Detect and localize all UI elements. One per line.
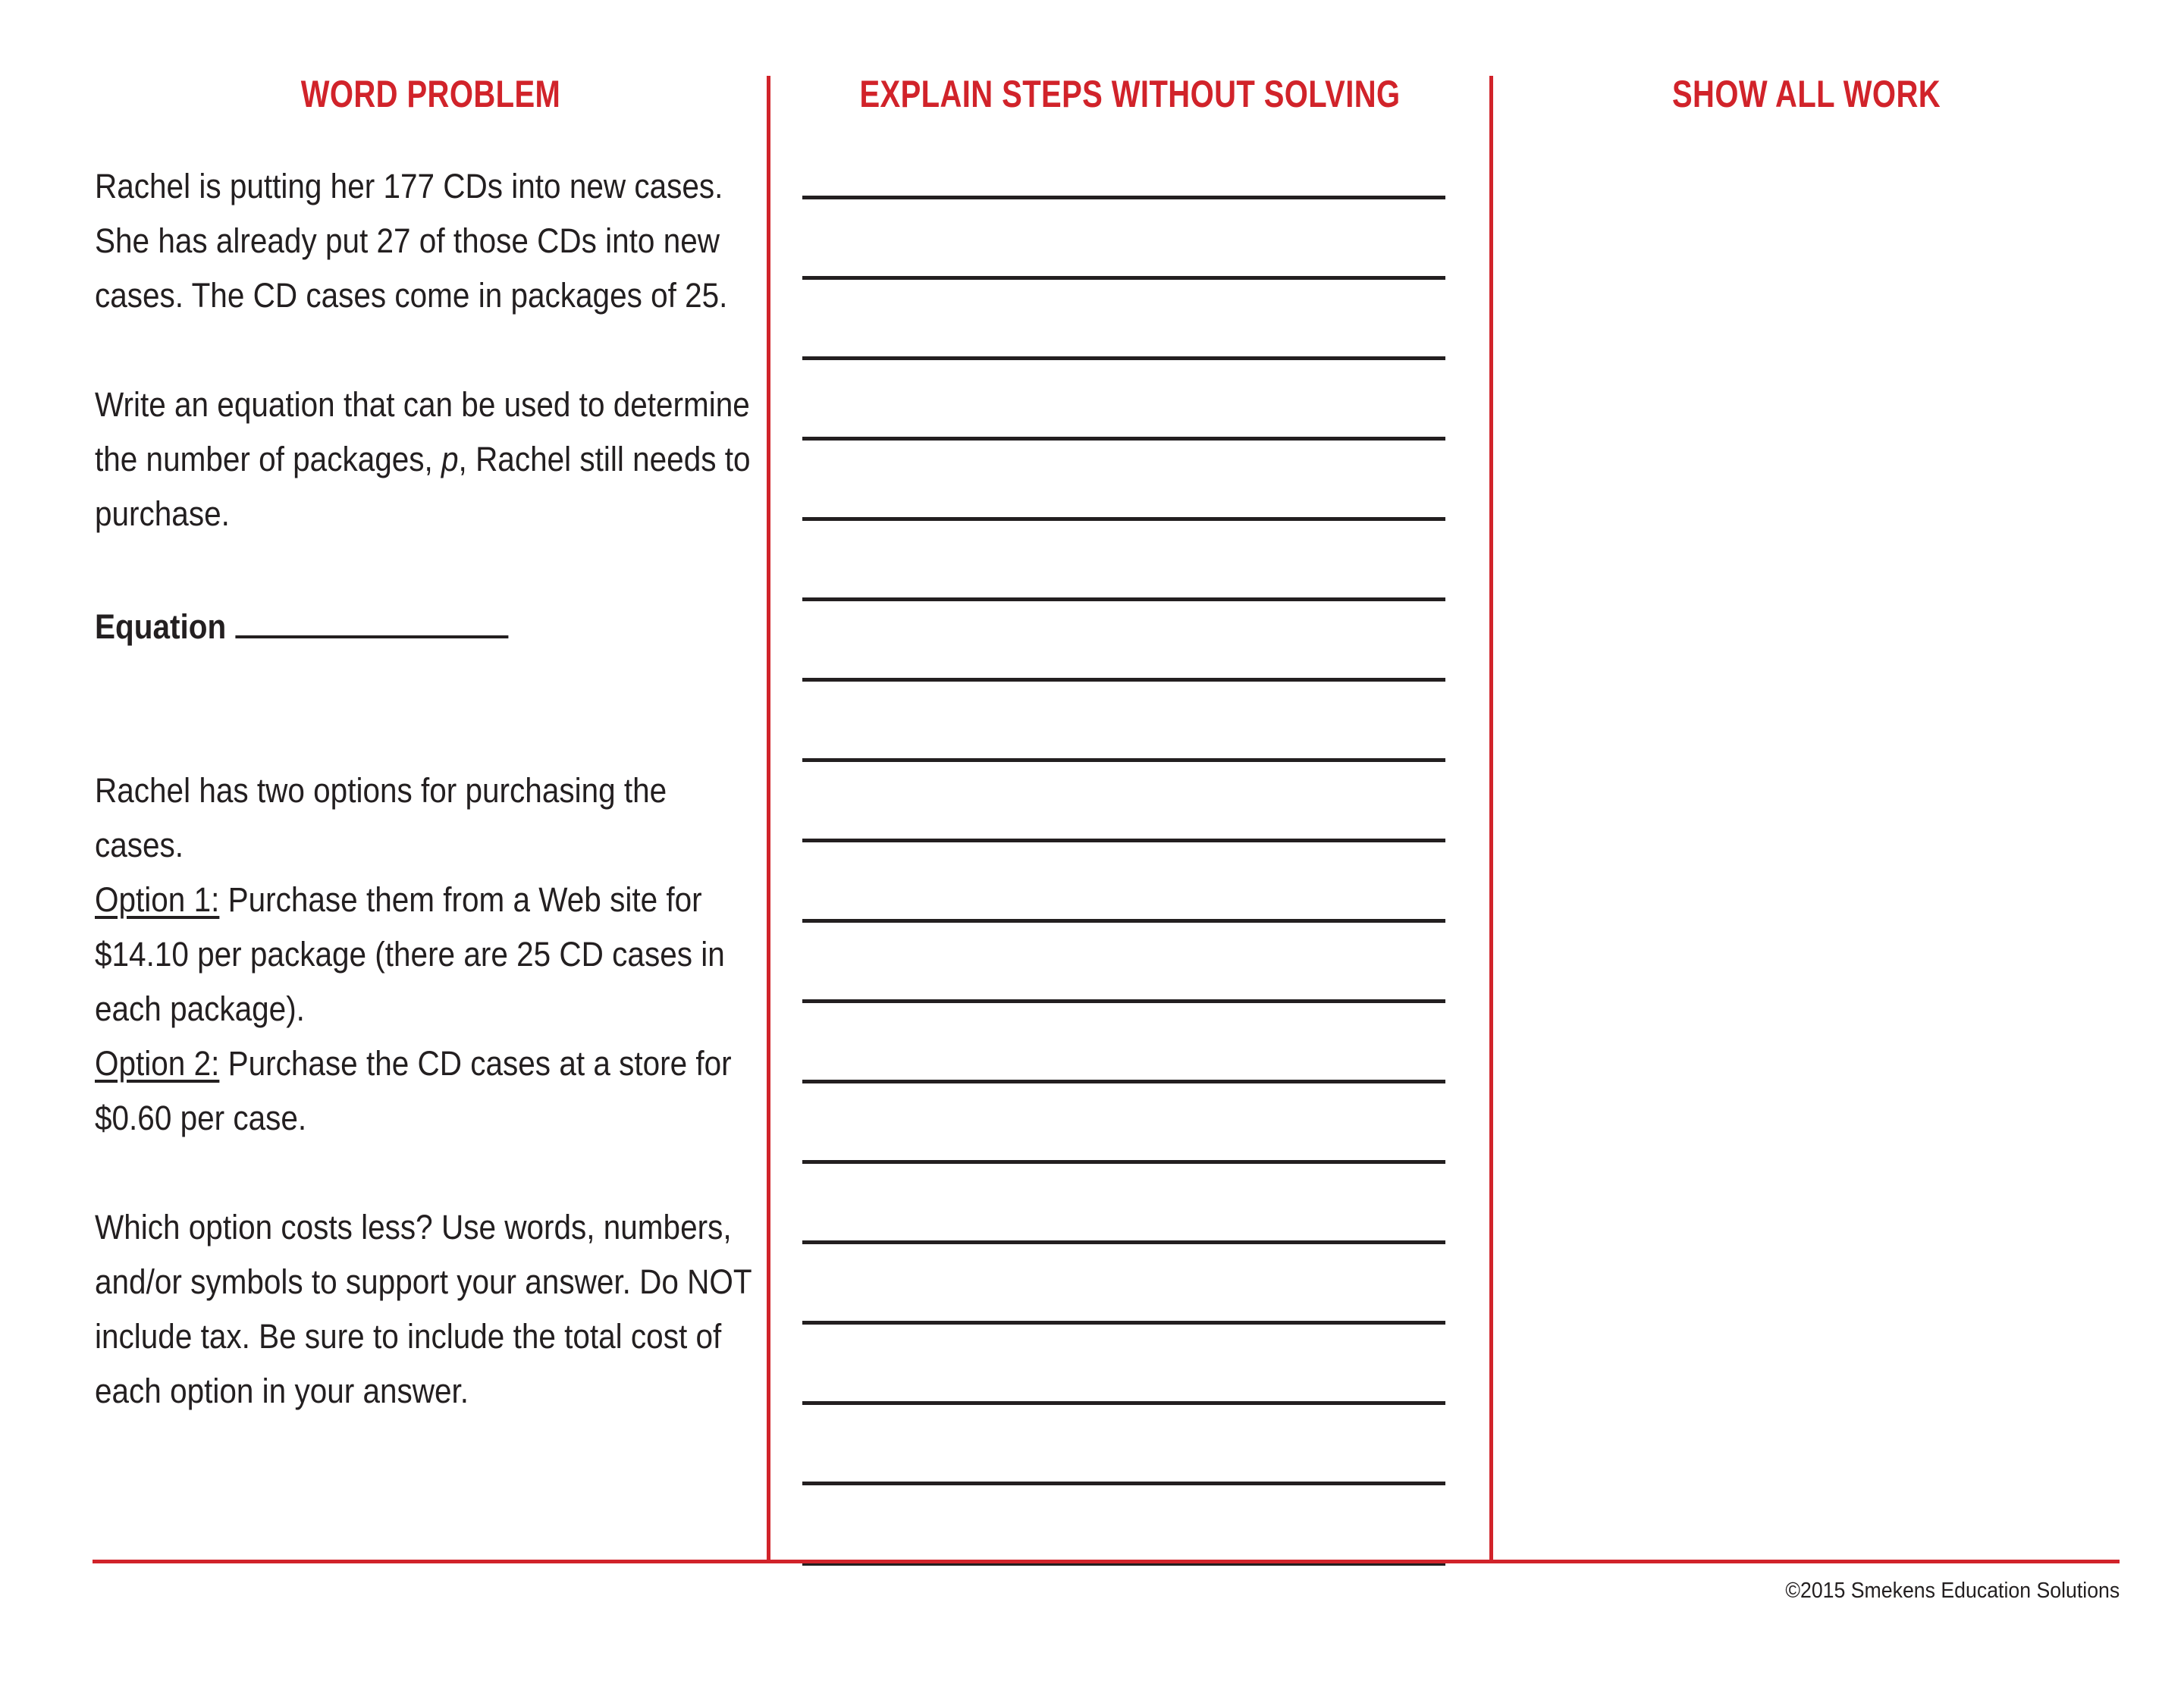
writing-line[interactable] [802,1562,1445,1642]
writing-line[interactable] [802,276,1445,356]
problem-paragraph-1: Rachel is putting her 177 CDs into new cases. She has already put 27 of those CDs into new cases. The CD cases come in packages of 25. [95,167,728,315]
writing-line[interactable] [802,196,1445,276]
writing-line[interactable] [802,597,1445,678]
paragraph-spacer [95,1146,762,1200]
writing-line[interactable] [802,1482,1445,1562]
problem-paragraph-3: Rachel has two options for purchasing the cases. [95,771,667,864]
writing-line[interactable] [802,1080,1445,1160]
option-2-text: Purchase the CD cases at a store for $0.60 per case. [95,1044,732,1137]
paragraph-spacer [95,541,762,596]
writing-line[interactable] [802,1401,1445,1482]
footer-rule [93,1560,2120,1563]
writing-line[interactable] [802,437,1445,517]
problem-option-2 [95,1036,761,1146]
equation-answer-row [95,596,761,654]
writing-line[interactable] [802,919,1445,999]
writing-line[interactable] [802,1321,1445,1401]
copyright-credit: ©2015 Smekens Education Solutions [1785,1579,2120,1603]
paragraph-spacer [95,709,762,764]
writing-line[interactable] [802,517,1445,597]
column-divider-left [767,76,770,1563]
explain-steps-lines [802,196,1445,1642]
paragraph-spacer [95,654,762,709]
column-header-show-all-work: SHOW ALL WORK [1671,73,1941,115]
writing-line[interactable] [802,678,1445,758]
writing-line[interactable] [802,839,1445,919]
writing-line[interactable] [802,999,1445,1080]
option-1-label: Option 1: [95,880,220,919]
column-header-word-problem: WORD PROBLEM [300,73,561,115]
variable-p: p [441,440,459,478]
option-2-label: Option 2: [95,1044,220,1083]
equation-label: Equation [95,607,227,646]
writing-line[interactable] [802,356,1445,437]
paragraph-spacer [95,323,762,378]
show-all-work-area[interactable] [1493,196,2120,1485]
writing-line[interactable] [802,758,1445,839]
problem-paragraph-4: Which option costs less? Use words, numbers, and/or symbols to support your answer. Do NOT include tax. Be sure to include the total cost of each option in your answer. [95,1208,752,1410]
problem-option-1 [95,873,761,1036]
option-1-text: Purchase them from a Web site for $14.10 per package (there are 25 CD cases in each package). [95,880,725,1028]
problem-paragraph-2 [95,378,761,541]
column-header-explain-steps: EXPLAIN STEPS WITHOUT SOLVING [859,73,1401,115]
problem-paragraph-2-part-a: Write an equation that can be used to determine the number of packages, [95,385,750,478]
writing-line[interactable] [802,1240,1445,1321]
writing-line[interactable] [802,1160,1445,1240]
equation-answer-blank[interactable] [236,596,509,638]
problem-paragraph-2-part-b: , Rachel still needs to purchase. [95,440,751,533]
word-problem-column [95,159,762,1419]
